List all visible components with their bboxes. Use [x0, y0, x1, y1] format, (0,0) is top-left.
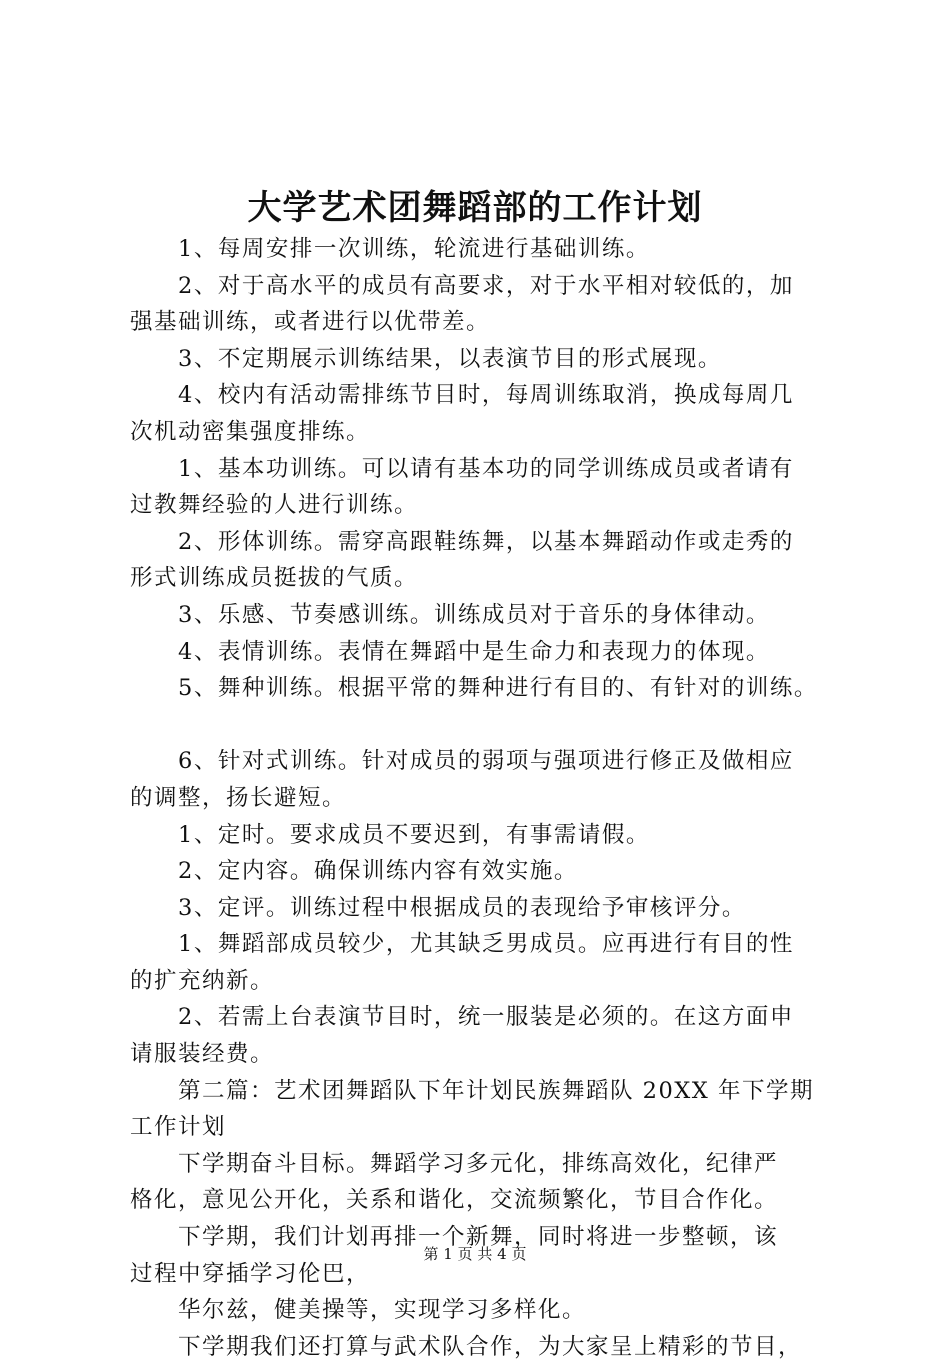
paragraph-line: 6、针对式训练。针对成员的弱项与强项进行修正及做相应 — [178, 748, 794, 775]
paragraph-line: 第二篇：艺术团舞蹈队下年计划民族舞蹈队 20XX 年下学期 — [178, 1077, 814, 1104]
paragraph-line: 强基础训练，或者进行以优带差。 — [130, 309, 491, 336]
document-body — [130, 231, 842, 1365]
paragraph-line: 2、若需上台表演节目时，统一服装是必须的。在这方面申 — [178, 1004, 794, 1031]
paragraph-line: 3、不定期展示训练结果，以表演节目的形式展现。 — [178, 345, 722, 372]
paragraph-line: 2、定内容。确保训练内容有效实施。 — [178, 858, 578, 885]
paragraph-line: 4、表情训练。表情在舞蹈中是生命力和表现力的体现。 — [178, 638, 770, 665]
paragraph-line: 2、对于高水平的成员有高要求，对于水平相对较低的，加 — [178, 272, 794, 299]
paragraph-line: 下学期我们还打算与武术队合作，为大家呈上精彩的节目， — [178, 1333, 803, 1360]
paragraph-line: 形式训练成员挺拔的气质。 — [130, 565, 419, 592]
paragraph-line: 过教舞经验的人进行训练。 — [130, 492, 419, 519]
document-title: 大学艺术团舞蹈部的工作计划 — [247, 188, 703, 228]
paragraph-line: 工作计划 — [130, 1114, 227, 1141]
paragraph-line: 3、乐感、节奏感训练。训练成员对于音乐的身体律动。 — [178, 601, 770, 628]
paragraph-line: 的调整，扬长避短。 — [130, 784, 347, 811]
paragraph-line: 过程中穿插学习伦巴， — [130, 1260, 371, 1287]
paragraph-line: 1、基本功训练。可以请有基本功的同学训练成员或者请有 — [178, 455, 794, 482]
page-footer: 第 1 页 共 4 页 — [423, 1245, 527, 1263]
blank-line — [130, 707, 842, 744]
paragraph-line: 下学期，我们计划再排一个新舞，同时将进一步整顿，该 — [178, 1224, 779, 1251]
paragraph-line: 下学期奋斗目标。舞蹈学习多元化，排练高效化，纪律严 — [178, 1150, 779, 1177]
paragraph-line: 次机动密集强度排练。 — [130, 418, 371, 445]
paragraph-line: 2、形体训练。需穿高跟鞋练舞，以基本舞蹈动作或走秀的 — [178, 528, 794, 555]
paragraph-line: 格化，意见公开化，关系和谐化，交流频繁化，节目合作化。 — [130, 1187, 779, 1214]
paragraph-line: 3、定评。训练过程中根据成员的表现给予审核评分。 — [178, 894, 746, 921]
paragraph-line: 1、定时。要求成员不要迟到，有事需请假。 — [178, 821, 650, 848]
paragraph-line: 华尔兹，健美操等，实现学习多样化。 — [178, 1297, 587, 1324]
paragraph-line: 5、舞种训练。根据平常的舞种进行有目的、有针对的训练。 — [178, 675, 818, 702]
paragraph-line: 请服装经费。 — [130, 1041, 275, 1068]
paragraph-line: 1、每周安排一次训练，轮流进行基础训练。 — [178, 236, 650, 262]
paragraph-line: 1、舞蹈部成员较少，尤其缺乏男成员。应再进行有目的性 — [178, 931, 794, 958]
paragraph-line: 4、校内有活动需排练节目时，每周训练取消，换成每周几 — [178, 382, 794, 409]
paragraph-line: 的扩充纳新。 — [130, 967, 275, 994]
